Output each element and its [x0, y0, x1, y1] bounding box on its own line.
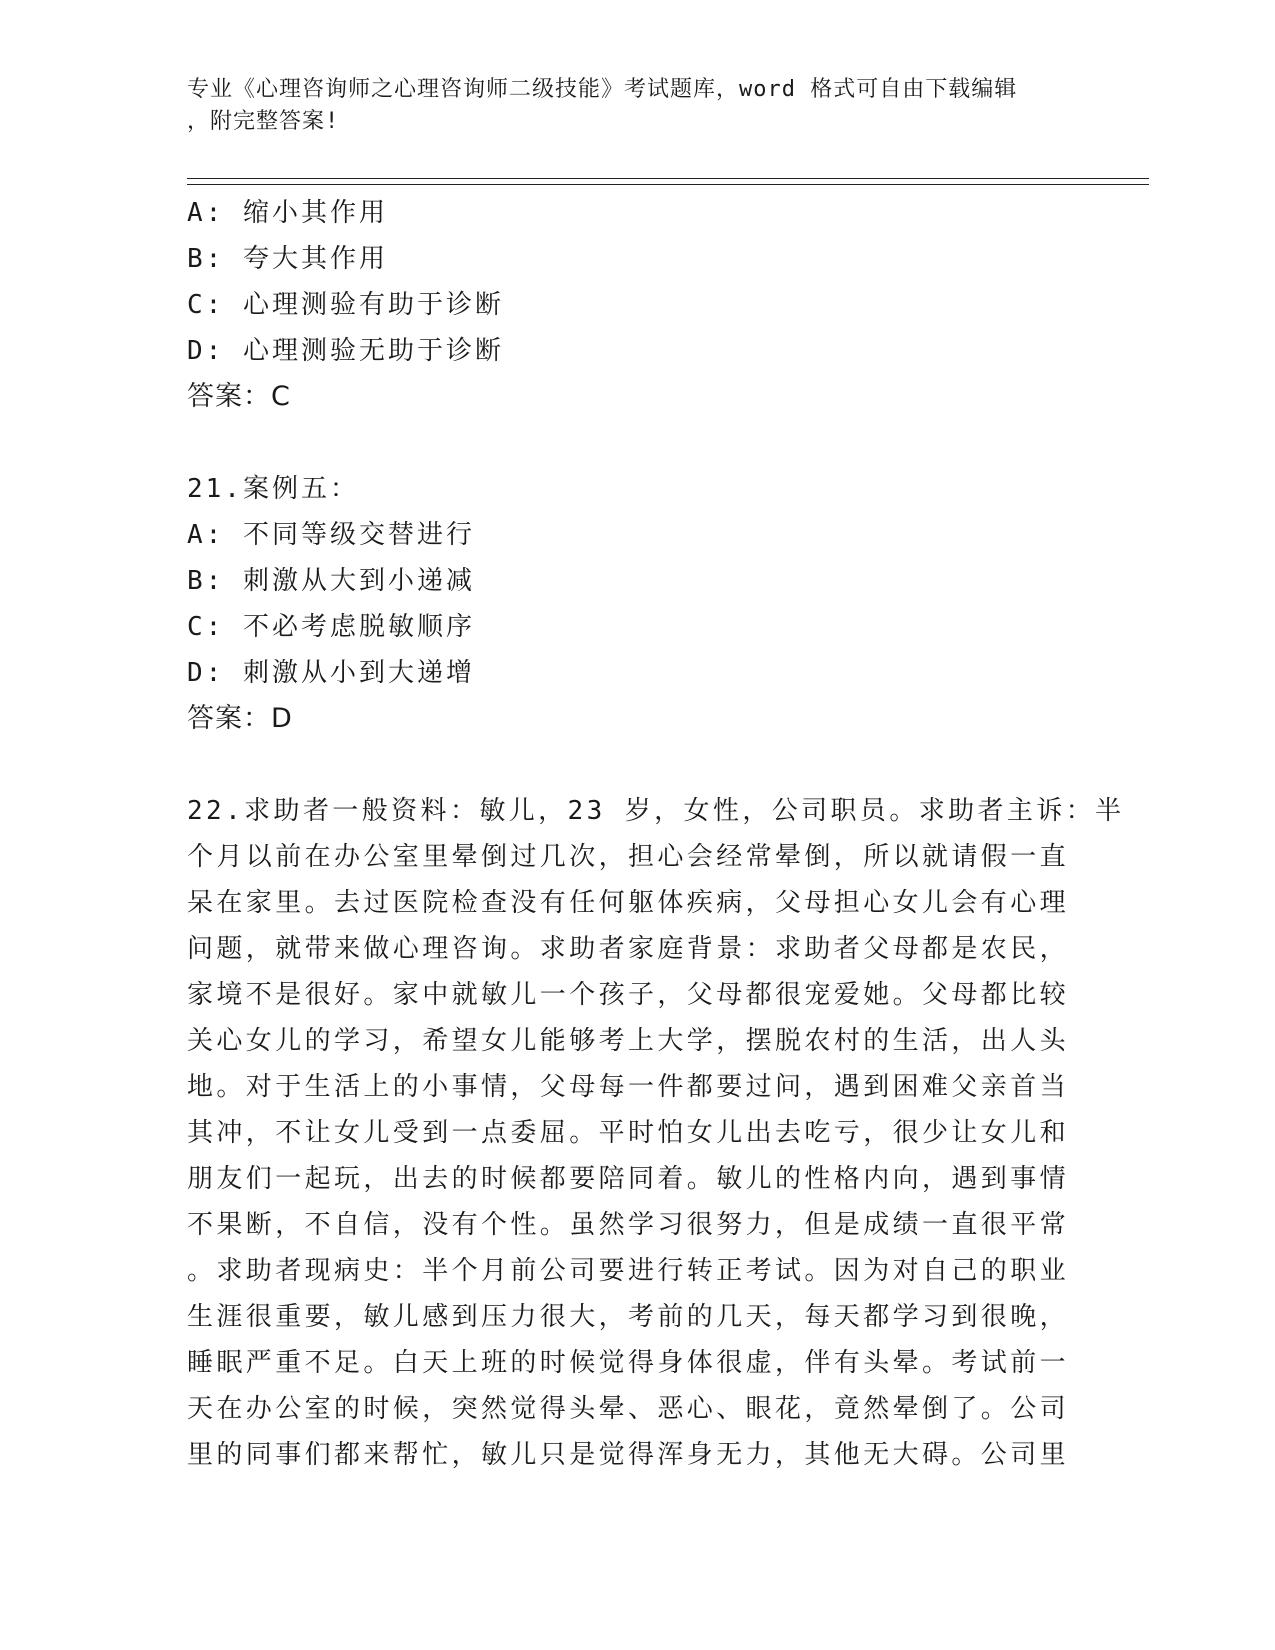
header-line-2: ，附完整答案!: [187, 109, 340, 134]
header-rule-top: [187, 178, 1149, 179]
option-a: A: 不同等级交替进行: [187, 520, 475, 550]
question-21-block: [187, 466, 1087, 742]
paragraph-line: 地。对于生活上的小事情，父母每一件都要过问，遇到困难父亲首当: [187, 1072, 1070, 1102]
option-d: D: 心理测验无助于诊断: [187, 336, 504, 366]
option-b: B: 刺激从大到小递减: [187, 566, 475, 596]
paragraph-line: 个月以前在办公室里晕倒过几次，担心会经常晕倒，所以就请假一直: [187, 842, 1070, 872]
paragraph-line: 家境不是很好。家中就敏儿一个孩子，父母都很宠爱她。父母都比较: [187, 980, 1070, 1010]
answer: 答案：C: [187, 381, 291, 412]
paragraph-line: 朋友们一起玩，出去的时候都要陪同着。敏儿的性格内向，遇到事情: [187, 1164, 1070, 1194]
header-rule-bottom: [187, 184, 1149, 185]
option-c: C: 心理测验有助于诊断: [187, 290, 504, 320]
option-b: B: 夸大其作用: [187, 244, 388, 274]
question-22-block: [187, 788, 1125, 1478]
paragraph-line: 问题，就带来做心理咨询。求助者家庭背景：求助者父母都是农民，: [187, 934, 1070, 964]
question-20-block: [187, 190, 1087, 420]
paragraph-line: 生涯很重要，敏儿感到压力很大，考前的几天，每天都学习到很晚，: [187, 1302, 1070, 1332]
paragraph-line: 天在办公室的时候，突然觉得头晕、恶心、眼花，竟然晕倒了。公司: [187, 1394, 1070, 1424]
option-d: D: 刺激从小到大递增: [187, 658, 475, 688]
option-c: C: 不必考虑脱敏顺序: [187, 612, 475, 642]
paragraph-line: 睡眠严重不足。白天上班的时候觉得身体很虚，伴有头晕。考试前一: [187, 1348, 1070, 1378]
document-header: [187, 74, 1067, 138]
answer: 答案：D: [187, 703, 293, 734]
document-body: [187, 190, 1125, 1478]
paragraph-line: 其冲，不让女儿受到一点委屈。平时怕女儿出去吃亏，很少让女儿和: [187, 1118, 1070, 1148]
paragraph-line: 里的同事们都来帮忙，敏儿只是觉得浑身无力，其他无大碍。公司里: [187, 1440, 1070, 1470]
paragraph-line: 不果断，不自信，没有个性。虽然学习很努力，但是成绩一直很平常: [187, 1210, 1070, 1240]
header-line-1: 专业《心理咨询师之心理咨询师二级技能》考试题库，word 格式可自由下载编辑: [187, 77, 1018, 102]
paragraph-line: 22.求助者一般资料：敏儿，23 岁，女性，公司职员。求助者主诉：半: [187, 796, 1125, 826]
paragraph-line: 。求助者现病史：半个月前公司要进行转正考试。因为对自己的职业: [187, 1256, 1070, 1286]
paragraph-line: 呆在家里。去过医院检查没有任何躯体疾病，父母担心女儿会有心理: [187, 888, 1070, 918]
question-title: 21.案例五：: [187, 474, 359, 504]
option-a: A: 缩小其作用: [187, 198, 388, 228]
paragraph-line: 关心女儿的学习，希望女儿能够考上大学，摆脱农村的生活，出人头: [187, 1026, 1070, 1056]
